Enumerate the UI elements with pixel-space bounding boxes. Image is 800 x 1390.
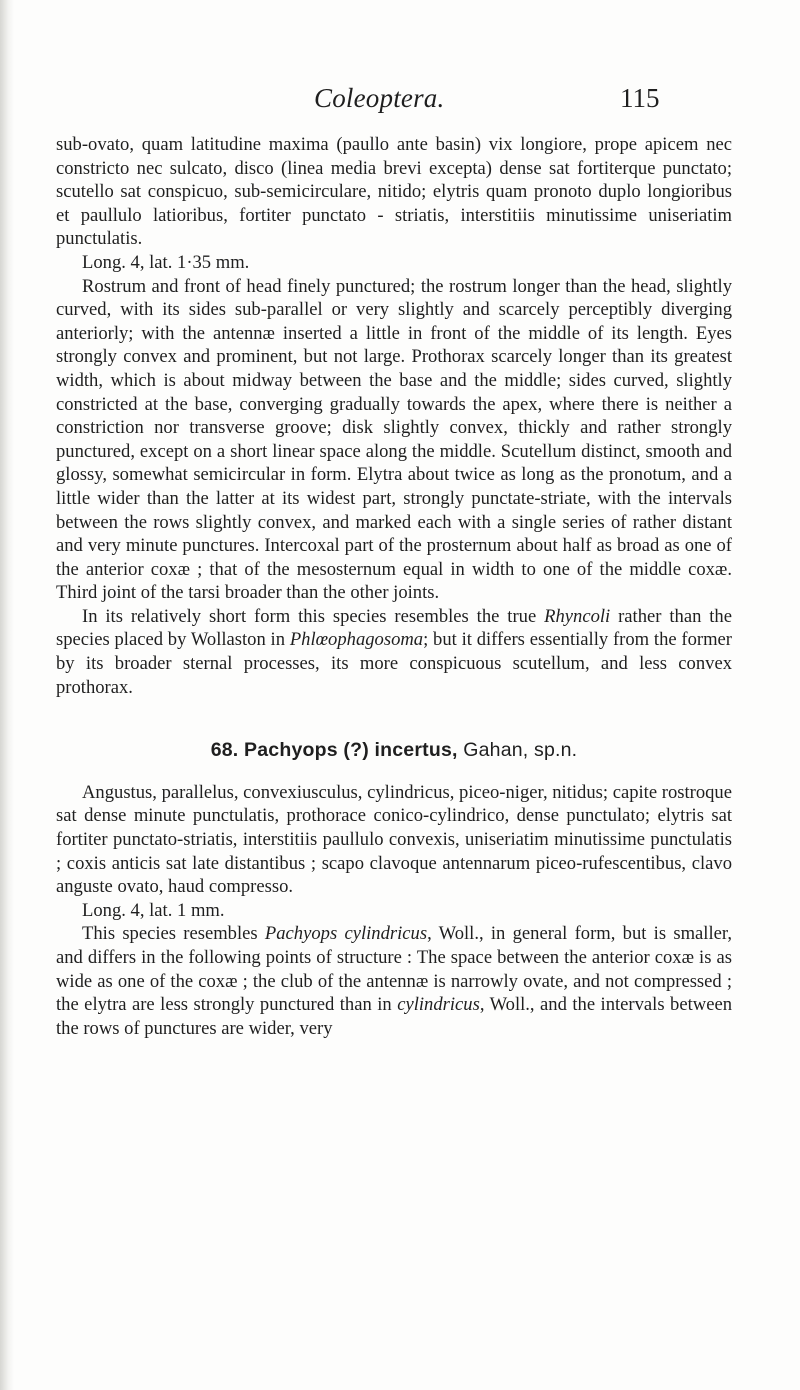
comparison-68-text-1: This species resembles: [82, 923, 258, 945]
comparison-68-text-2: , Woll., in general form, but is smaller, and differs in the following points of structure : The space between the anterior coxæ is as wide as one of the coxæ ; the club of the antennæ is narrowly ovate, and not compressed ; the elytra are less strongly punctured than in: [56, 923, 732, 1016]
species-name: incertus,: [374, 739, 458, 762]
english-description: Rostrum and front of head finely punctured; the rostrum longer than the head, slightly curved, with its sides sub-parallel or very slightly and scarcely perceptibly diverging anteriorly; with the antennæ inserted a little in front of the middle of its length. Eyes strongly convex and prominent, but not large. Prothorax scarcely longer than its greatest width, which is about midway between the base and the middle; sides curved, slightly constricted at the base, converging gradually towards the apex, where there is neither a constriction nor transverse groove; disk slightly convex, thickly and rather strongly punctured, except on a short linear space along the middle. Scutellum distinct, smooth and glossy, somewhat semicircular in form. Elytra about twice as long as the pronotum, and a little wider than the latter at its widest part, strongly punctate-striate, with the intervals between the rows slightly convex, and marked each with a single series of rather distant and very minute punctures. Intercoxal part of the prosternum about half as broad as one of the anterior coxæ ; that of the mesosternum equal in width to one of the middle coxæ. Third joint of the tarsi broader than the other joints.: [56, 275, 732, 604]
genus-name: Pachyops: [244, 739, 338, 762]
genus-name-phloeophagosoma: Phlœophagosoma: [289, 629, 424, 651]
page-header: [0, 83, 800, 123]
body-text: [56, 133, 732, 1040]
comparison-text-2: rather than the species placed by Wollaston in: [56, 605, 732, 651]
comparison-text-1: In its relatively short form this species resembles the true: [82, 605, 537, 627]
running-title: Coleoptera.: [314, 83, 445, 113]
query-mark: (?): [343, 739, 369, 762]
page-number: 115: [620, 83, 660, 113]
measurements-68: Long. 4, lat. 1 mm.: [82, 899, 225, 921]
measurements: Long. 4, lat. 1·35 mm.: [82, 251, 250, 273]
comparison-paragraph-68: [56, 922, 732, 1040]
author-name: Gahan, sp.n.: [463, 739, 578, 762]
species-name-pachyops-cylindricus: Pachyops cylindricus: [264, 923, 428, 945]
comparison-paragraph: [56, 605, 732, 699]
species-name-cylindricus: cylindricus: [397, 994, 480, 1016]
species-number: 68.: [210, 739, 239, 762]
genus-name-rhyncoli: Rhyncoli: [544, 605, 611, 627]
latin-description: Angustus, parallelus, convexiusculus, cylindricus, piceo-niger, nitidus; capite rostroque sat dense minute punctulatis, prothorace conico-cylindrico, dense punctulato; elytris sat fortiter punctato-striatis, interstitiis paullulo convexis, uniseriatim minutissime punctulatis ; coxis anticis sat late distantibus ; scapo clavoque antennarum piceo-rufescentibus, clavo anguste ovato, haud compresso.: [56, 781, 732, 898]
species-heading: [56, 739, 732, 763]
latin-description-continued: sub-ovato, quam latitudine maxima (paullo ante basin) vix longiore, prope apicem nec constricto nec sulcato, disco (linea media brevi excepta) dense sat fortiterque punctato; scutello sat conspicuo, sub-semicirculare, nitido; elytris quam pronoto duplo longioribus et paullulo latioribus, fortiter punctato - striatis, interstitiis minutissime uniseriatim punctulatis.: [56, 134, 732, 250]
page-binding-shadow: [0, 0, 14, 1390]
comparison-text-3: ; but it differs essentially from the former by its broader sternal processes, its more conspicuous scutellum, and less convex prothorax.: [56, 629, 732, 698]
comparison-68-text-3: , Woll., and the intervals between the rows of punctures are wider, very: [56, 994, 732, 1039]
